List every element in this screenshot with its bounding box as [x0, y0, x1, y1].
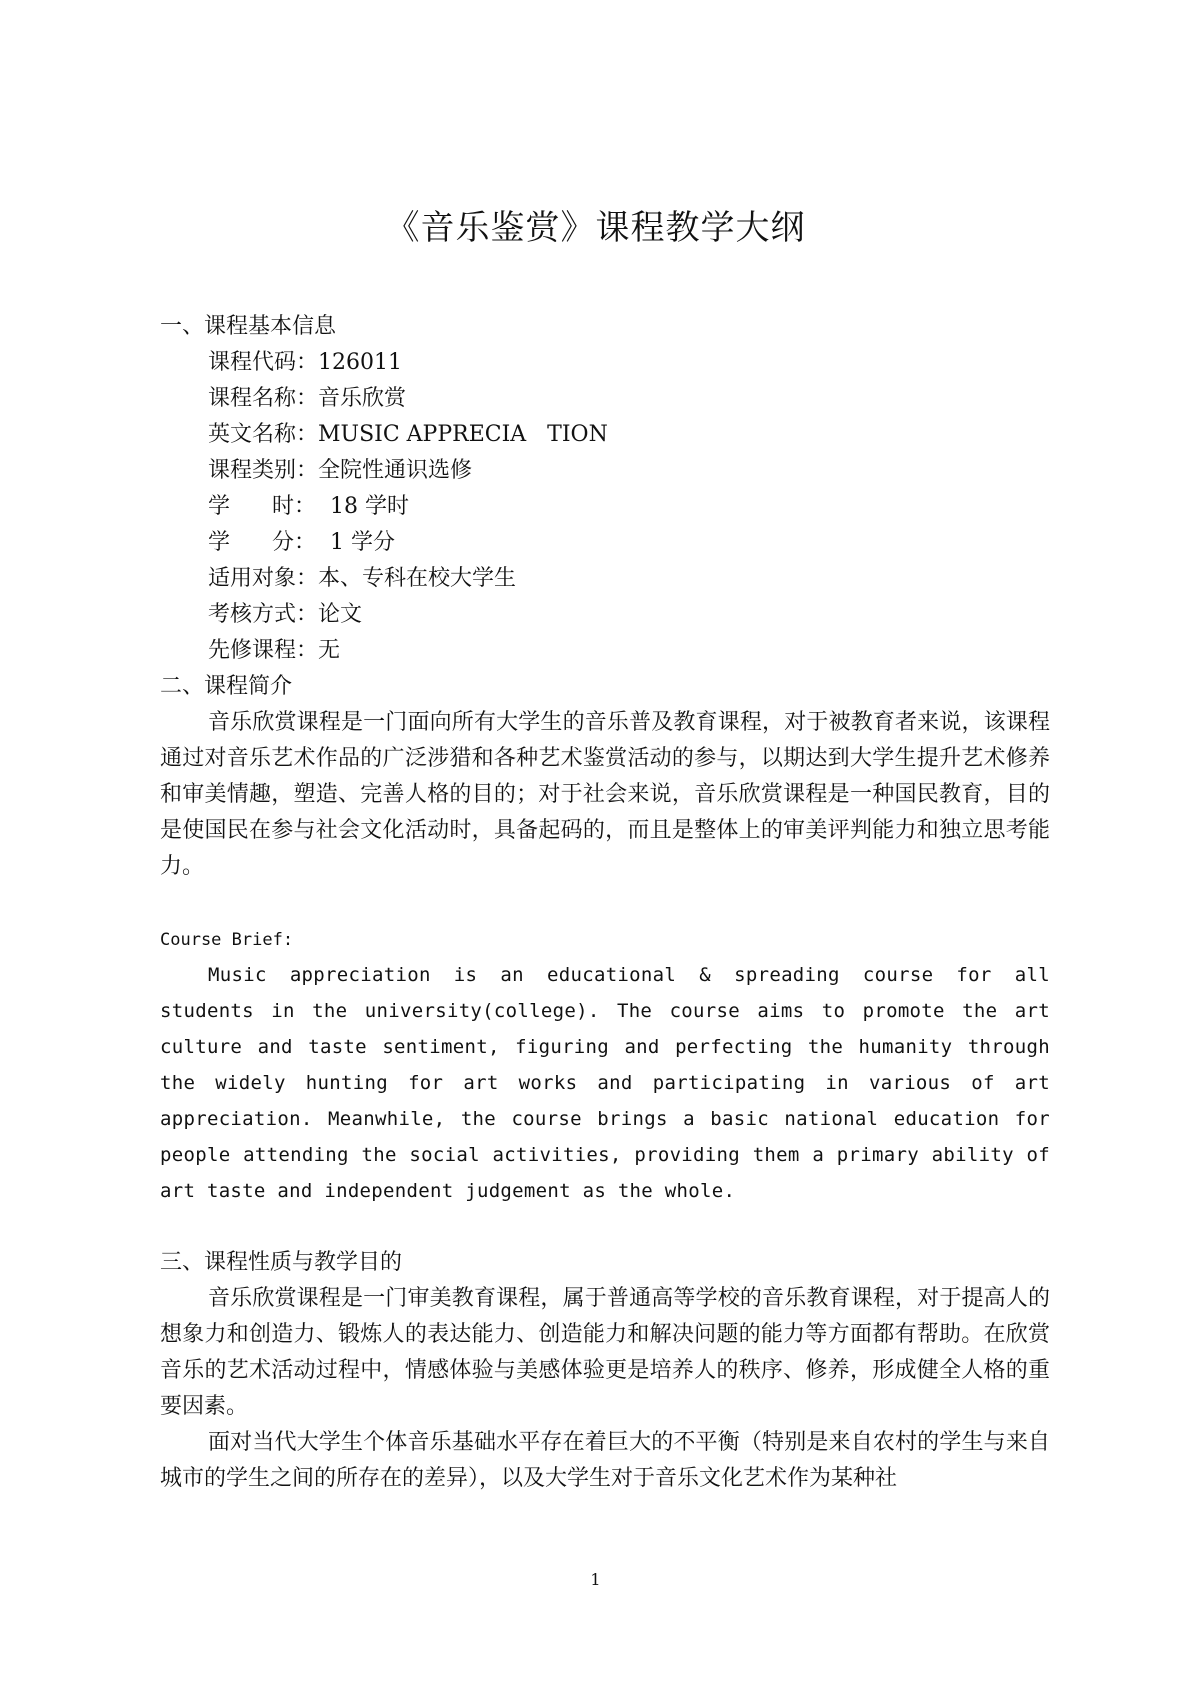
nature-purpose-paragraph-2: 面对当代大学生个体音乐基础水平存在着巨大的不平衡（特别是来自农村的学生与来自城市的学生之间的所存在的差异），以及大学生对于音乐文化艺术作为某种社 [160, 1430, 1050, 1491]
info-label: 适用对象： [208, 566, 319, 591]
info-row-credits [160, 525, 1050, 561]
info-value: 1 学分 [315, 530, 395, 555]
document-body [160, 309, 1050, 1497]
nature-purpose-paragraph-1: 音乐欣赏课程是一门审美教育课程，属于普通高等学校的音乐教育课程，对于提高人的想象力和创造力、锻炼人的表达能力、创造能力和解决问题的能力等方面都有帮助。在欣赏音乐的艺术活动过程中，情感体验与美感体验更是培养人的秩序、修养，形成健全人格的重要因素。 [160, 1286, 1050, 1419]
info-row-hours [160, 489, 1050, 525]
course-brief-label: Course Brief: [160, 930, 294, 950]
info-row-prerequisite [160, 633, 1050, 669]
info-label: 英文名称： [208, 422, 319, 447]
info-value: 无 [318, 638, 341, 663]
course-intro-paragraph: 音乐欣赏课程是一门面向所有大学生的音乐普及教育课程，对于被教育者来说，该课程通过对音乐艺术作品的广泛涉猎和各种艺术鉴赏活动的参与，以期达到大学生提升艺术修养和审美情趣，塑造、完善人格的目的；对于社会来说，音乐欣赏课程是一种国民教育，目的是使国民在参与社会文化活动时，具备起码的，而且是整体上的审美评判能力和独立思考能力。 [160, 710, 1050, 879]
page-number: 1 [590, 1570, 601, 1589]
info-label: 先修课程： [208, 638, 319, 663]
info-value: 126011 [318, 350, 402, 375]
info-row-course-category [160, 453, 1050, 489]
info-value: 论文 [318, 602, 363, 627]
spacer [160, 1209, 1050, 1245]
info-label: 学 时： [208, 494, 316, 519]
info-value: 音乐欣赏 [318, 386, 407, 411]
course-info-list [160, 345, 1050, 669]
info-row-audience [160, 561, 1050, 597]
info-label: 学 分： [208, 530, 316, 555]
info-value: 18 学时 [315, 494, 409, 519]
info-value: 本、专科在校大学生 [318, 566, 517, 591]
info-value: 全院性通识选修 [318, 458, 473, 483]
info-value: MUSIC APPRECIA TION [318, 422, 608, 447]
info-label: 课程名称： [208, 386, 319, 411]
info-label: 课程类别： [208, 458, 319, 483]
spacer [160, 885, 1050, 923]
info-label: 考核方式： [208, 602, 319, 627]
course-brief-paragraph: Music appreciation is an educational & spreading course for all students in the university(college). The course aims to promote the art culture and taste sentiment, figuring and perfecting the humanity through the widely hunting for art works and participating in various of art appreciation. Meanwhile, the course brings a basic national education for people attending the social activities, providing them a primary ability of art taste and independent judgement as the whole. [160, 964, 1050, 1202]
info-label: 课程代码： [208, 350, 319, 375]
info-row-english-name [160, 417, 1050, 453]
info-row-course-name [160, 381, 1050, 417]
section-heading-course-intro: 二、课程简介 [160, 674, 293, 699]
info-row-course-code [160, 345, 1050, 381]
section-heading-nature-purpose: 三、课程性质与教学目的 [160, 1250, 403, 1275]
info-row-assessment [160, 597, 1050, 633]
document-title: 《音乐鉴赏》课程教学大纲 [385, 208, 806, 248]
section-heading-basic-info: 一、课程基本信息 [160, 314, 337, 339]
